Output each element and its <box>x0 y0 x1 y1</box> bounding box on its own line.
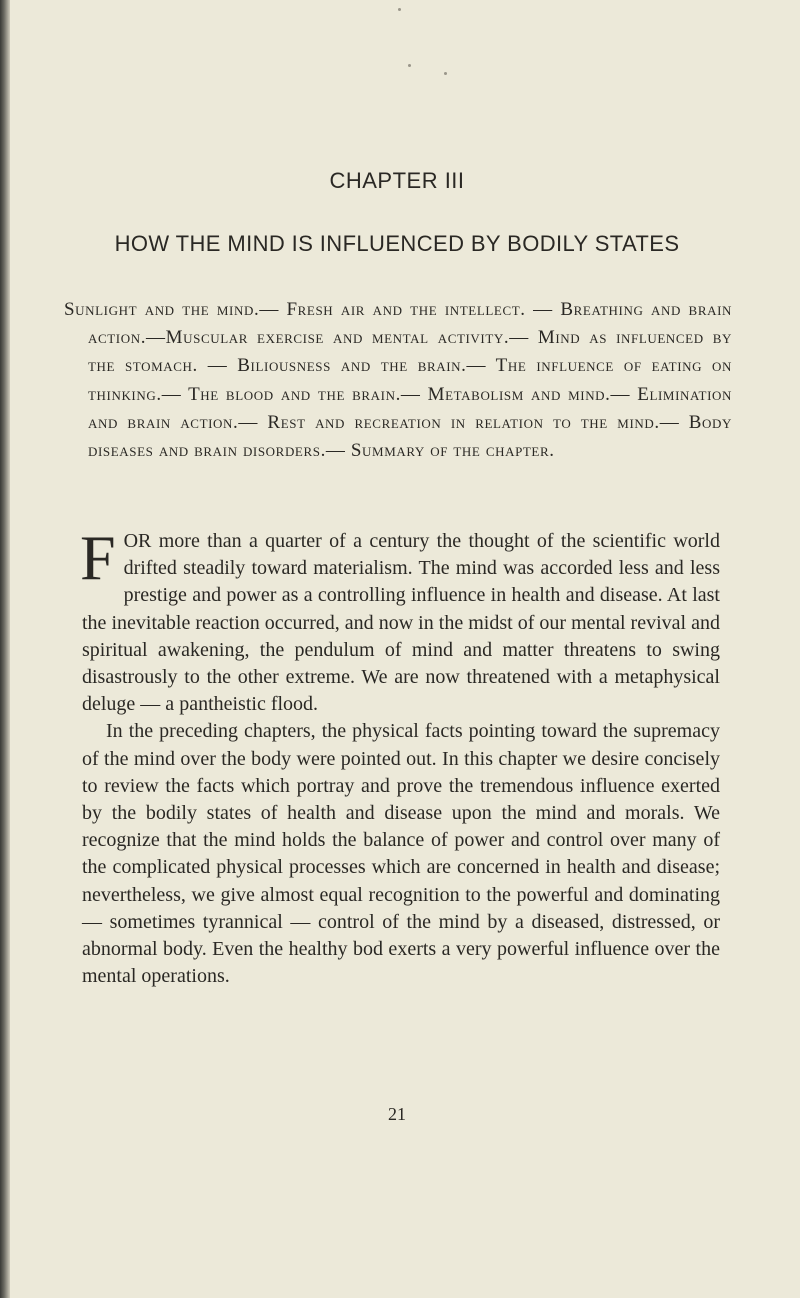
page-number: 21 <box>388 1104 406 1124</box>
paragraph-first-text: more than a quarter of a century the thought of the scientific world drifted steadily toward materialism. The mind was accorded less and less prestige and power as a controlling influence in health and disease. At last the inevitable reaction occurred, and now in the midst of our mental revival and spiritual awakening, the pendulum of mind and matter threatens to swing disastrously to the other extreme. We are now threatened with a metaphysical deluge — a pantheistic flood. <box>82 530 720 716</box>
drop-cap-lead: OR <box>123 530 152 552</box>
paragraph-second: In the preceding chapters, the physical facts pointing toward the supremacy of the mind over the body were pointed out. In this chapter we desire concisely to review the facts which portray and prove the tremendous influence exerted by the bodily states of health and disease upon the mind and morals. We recognize that the mind holds the balance of power and control over many of the complicated physical processes which are concerned in health and disease; nevertheless, we give almost equal recognition to the powerful and dominating — sometimes tyrannical — control of the mind by a diseased, distressed, or abnormal body. Even the healthy bod exerts a very powerful influence over the mental operations. <box>82 720 720 988</box>
book-page <box>52 0 752 1298</box>
drop-cap: F <box>80 522 116 593</box>
chapter-summary-text: Sunlight and the mind.— Fresh air and the intellect. — Breathing and brain action.—Muscular exercise and mental activity.— Mind as influenced by the stomach. — Biliousness and the brain.— The influence of eating on thinking.— The blood and the brain.— Metabolism and mind.— Elimination and brain action.— Rest and recreation in relation to the mind.— Body diseases and brain disorders.— Summary of the chapter. <box>64 299 732 462</box>
binding-shadow <box>0 0 10 1298</box>
paragraph-first <box>80 522 720 718</box>
chapter-summary <box>64 296 732 465</box>
chapter-title: HOW THE MIND IS INFLUENCED BY BODILY STATES <box>114 231 680 256</box>
chapter-number: CHAPTER III <box>329 168 465 193</box>
chapter-body <box>80 522 720 990</box>
